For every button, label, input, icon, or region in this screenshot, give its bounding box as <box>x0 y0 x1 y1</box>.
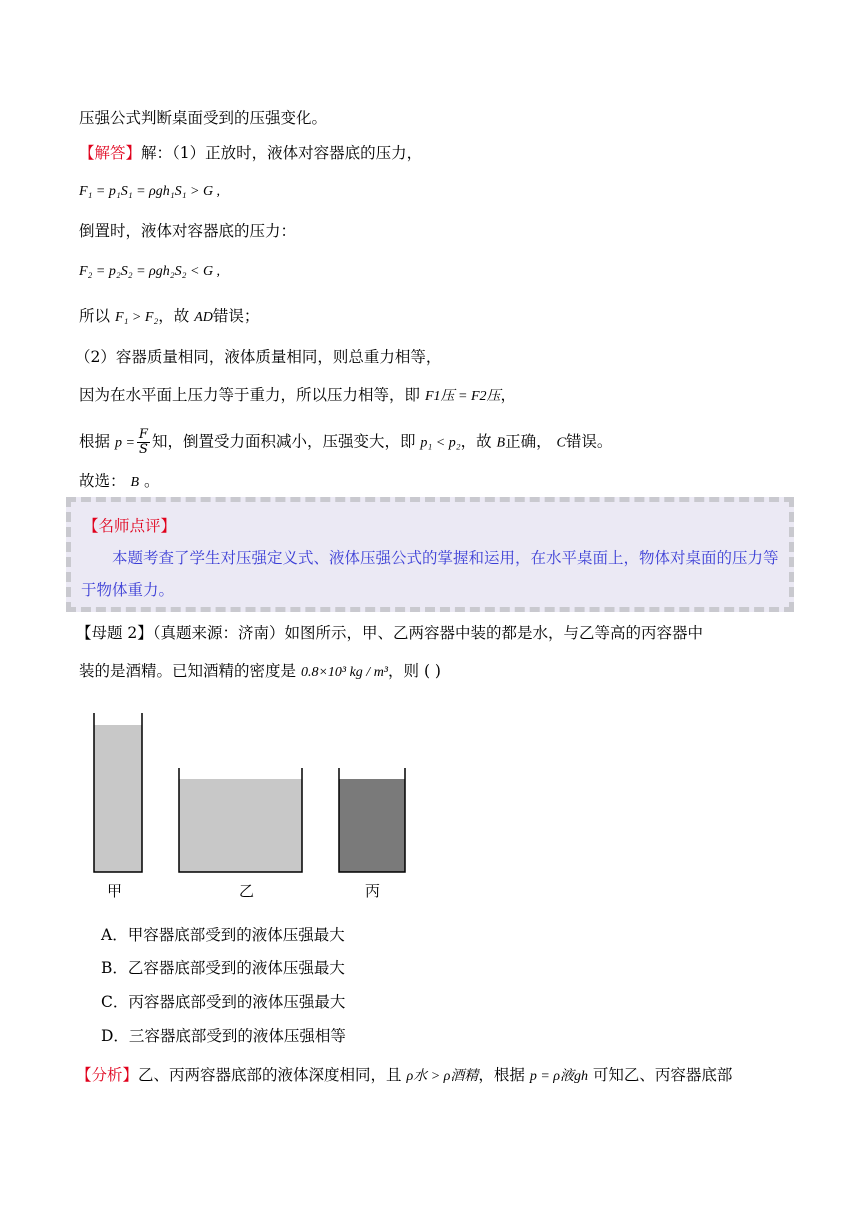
because-line <box>79 384 516 408</box>
question2-line1 <box>76 622 703 644</box>
by-b-correct: 正确， <box>505 432 552 451</box>
question2-density: 0.8×10³ kg / m³ <box>300 665 389 680</box>
conclusion-math: F₁ > F₂ <box>114 310 159 325</box>
analysis-text1: 乙、丙两容器底部的液体深度相同，且 <box>138 1066 402 1084</box>
by-c-wrong: 错误。 <box>565 432 613 451</box>
because-suffix: ， <box>500 386 517 404</box>
choose-line <box>79 470 159 494</box>
by-b-letter: B <box>496 435 506 451</box>
analysis-inequality: ρ水 > ρ酒精 <box>406 1069 479 1084</box>
choose-end: 。 <box>143 472 160 490</box>
inverted-intro: 倒置时，液体对容器底的压力： <box>79 222 297 240</box>
choose-prefix: 故选： <box>79 472 126 490</box>
question2-suffix: ，则 ( ) <box>388 662 441 680</box>
by-prefix: 根据 <box>79 432 111 451</box>
label-yi: 乙 <box>239 882 255 900</box>
conclusion-line <box>79 305 259 329</box>
question2-text2: 装的是酒精。已知酒精的密度是 <box>79 662 297 680</box>
conclusion-suffix: ，故 <box>158 307 190 325</box>
part2-line: （2）容器质量相同，液体质量相同，则总重力相等， <box>75 348 442 366</box>
conclusion-ad: AD <box>194 310 213 325</box>
fraction-numerator: F <box>138 427 148 442</box>
question2-text1: （真题来源：济南）如图所示，甲、乙两容器中装的都是水，与乙等高的丙容器中 <box>152 624 704 642</box>
answer-intro: 解：（1）正放时，液体对容器底的压力， <box>141 144 423 162</box>
label-bing: 丙 <box>365 882 381 900</box>
text-line: 压强公式判断桌面受到的压强变化。 <box>79 109 328 127</box>
containers-figure <box>80 705 420 905</box>
by-c-letter: C <box>556 435 566 451</box>
label-jia: 甲 <box>107 882 123 900</box>
option-a: A．甲容器底部受到的液体压强最大 <box>101 926 345 944</box>
analysis-text3: 可知乙、丙容器底部 <box>592 1066 733 1084</box>
option-d: D．三容器底部受到的液体压强相等 <box>101 1027 346 1045</box>
question2-tag: 【母题 2】 <box>76 624 153 642</box>
because-math: F1压 = F2压 <box>424 389 501 404</box>
container-yi-liquid <box>179 779 302 872</box>
analysis-line <box>76 1064 732 1088</box>
answer-tag: 【解答】 <box>79 144 142 162</box>
review-title: 【名师点评】 <box>83 517 177 535</box>
choose-letter: B <box>130 475 140 490</box>
conclusion-end: 错误； <box>212 307 260 325</box>
answer-line <box>79 142 422 164</box>
analysis-formula: p = ρ液gh <box>529 1069 588 1084</box>
analysis-text2: ，根据 <box>478 1066 525 1084</box>
fraction-denominator: S <box>138 442 148 457</box>
fraction <box>137 428 150 457</box>
by-inequality: p₁ < p₂ <box>420 435 461 451</box>
by-p: p = <box>114 435 135 451</box>
container-bing-liquid <box>339 779 405 872</box>
equation-1: F₁ = p₁S₁ = ρgh₁S₁ > G , <box>79 184 221 199</box>
conclusion-prefix: 所以 <box>79 307 111 325</box>
analysis-tag: 【分析】 <box>76 1066 139 1084</box>
option-b: B．乙容器底部受到的液体压强最大 <box>101 959 345 977</box>
container-jia-liquid <box>94 725 142 872</box>
review-body: 本题考查了学生对压强定义式、液体压强公式的掌握和运用，在水平桌面上，物体对桌面的压力等于物体重力。 <box>81 549 779 599</box>
because-prefix: 因为在水平面上压力等于重力，所以压力相等，即 <box>79 386 421 404</box>
by-line <box>79 428 612 457</box>
teacher-review-box <box>66 497 794 612</box>
question2-line2 <box>79 660 441 684</box>
option-c: C．丙容器底部受到的液体压强最大 <box>101 993 346 1011</box>
by-mid: 知，倒置受力面积减小，压强变大，即 <box>151 432 416 451</box>
by-b-prefix: ，故 <box>460 432 492 451</box>
equation-2: F₂ = p₂S₂ = ρgh₂S₂ < G , <box>79 264 221 279</box>
